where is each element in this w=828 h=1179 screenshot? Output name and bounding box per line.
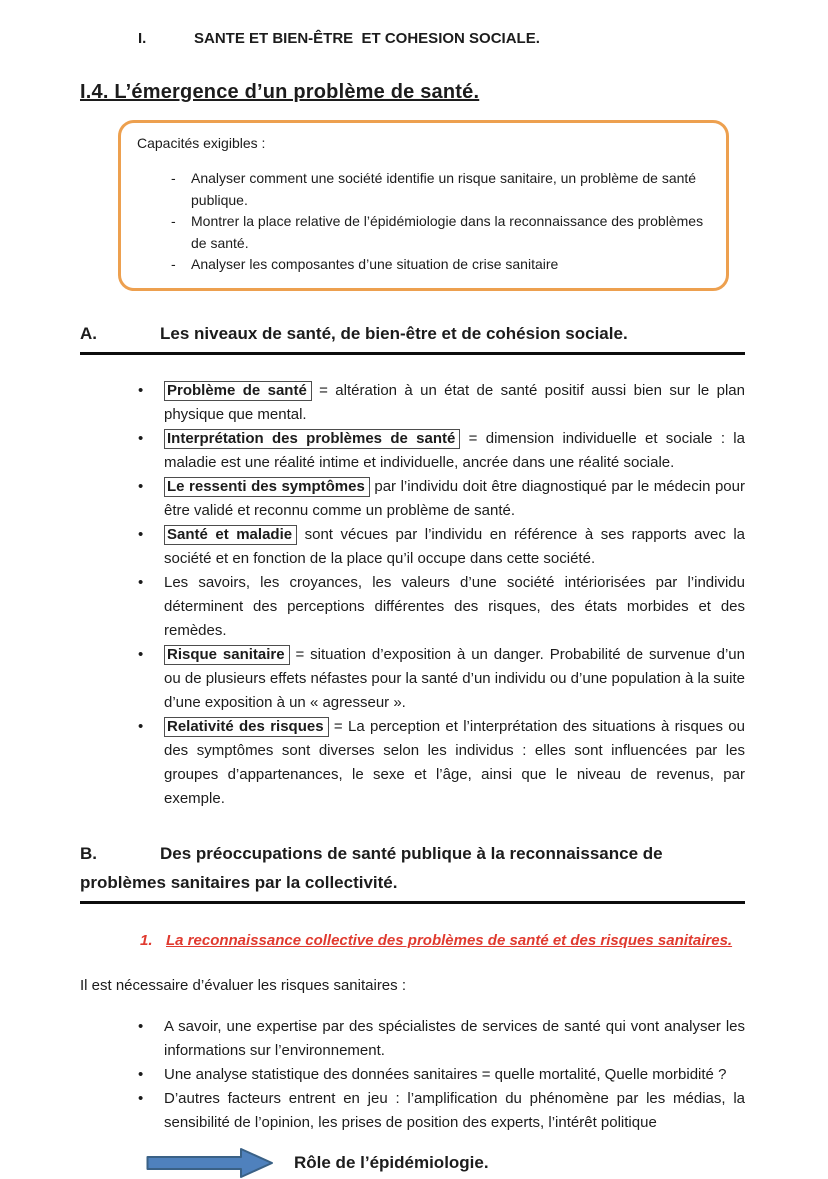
definitions-list bbox=[132, 379, 745, 811]
definition-text: = altération à un état de santé positif aussi bien sur le plan physique que mental. bbox=[164, 381, 745, 423]
sub-heading-text: La reconnaissance collective des problèmes de santé et des risques sanitaires. bbox=[166, 931, 733, 949]
section-a-number: A. bbox=[80, 323, 97, 343]
evaluation-item: • D’autres facteurs entrent en jeu : l’amplification du phénomène par les médias, la sensibilité de l’opinion, les prises de position des experts, l’intérêt politique bbox=[132, 1087, 745, 1135]
evaluation-list bbox=[132, 1015, 745, 1135]
right-arrow-shape bbox=[148, 1149, 273, 1177]
definition-term: Problème de santé bbox=[164, 381, 312, 401]
conclusion-text: Rôle de l’épidémiologie. bbox=[294, 1152, 489, 1172]
definition-item bbox=[132, 475, 745, 523]
title-number: I. bbox=[138, 30, 147, 47]
chapter-subtitle: I.4. L’émergence d’un problème de santé. bbox=[80, 81, 480, 103]
definition-item bbox=[132, 643, 745, 715]
title-text: SANTE ET BIEN-ÊTRE ET COHESION SOCIALE. bbox=[194, 30, 540, 47]
sub-heading-number: 1. bbox=[140, 931, 153, 949]
evaluation-item: • Une analyse statistique des données sanitaires = quelle mortalité, Quelle morbidité ? bbox=[132, 1063, 745, 1087]
definition-item bbox=[132, 427, 745, 475]
definition-text: par l’individu doit être diagnostiqué par le médecin pour être validé et reconnu comme un problème de santé. bbox=[164, 477, 745, 519]
conclusion-row bbox=[146, 1147, 745, 1179]
capacites-heading: Capacités exigibles : bbox=[137, 135, 266, 151]
right-arrow-icon bbox=[146, 1147, 274, 1179]
definition-item bbox=[132, 715, 745, 811]
document-title bbox=[138, 30, 745, 47]
evaluation-item: • A savoir, une expertise par des spécialistes de services de santé qui vont analyser les informations sur l’environnement. bbox=[132, 1015, 745, 1063]
section-a-heading bbox=[80, 319, 745, 355]
definition-text: Les savoirs, les croyances, les valeurs d’une société intériorisées par l’individu déterminent des perceptions différentes des risques, des états morbides et des remèdes. bbox=[164, 573, 745, 639]
section-b-number: B. bbox=[80, 843, 97, 863]
capacites-item: - Montrer la place relative de l’épidémiologie dans la reconnaissance des problèmes de santé. bbox=[165, 211, 710, 254]
capacites-item: - Analyser les composantes d’une situation de crise sanitaire bbox=[165, 254, 710, 276]
definition-term: Interprétation des problèmes de santé bbox=[164, 429, 460, 449]
sub-heading-1 bbox=[140, 932, 745, 949]
intro-paragraph: Il est nécessaire d’évaluer les risques sanitaires : bbox=[80, 976, 406, 994]
definition-text: = La perception et l’interprétation des situations à risques ou des symptômes sont diverses selon les individus : elles sont influencées par les groupes d’appartenances, le sexe et l’âge, ainsi que le niveau de revenus, par exemple. bbox=[164, 717, 745, 807]
definition-term: Risque sanitaire bbox=[164, 645, 290, 665]
definition-term: Relativité des risques bbox=[164, 717, 329, 737]
definition-term: Santé et maladie bbox=[164, 525, 297, 545]
definition-text: = dimension individuelle et sociale : la maladie est une réalité intime et individuelle, ancrée dans une réalité sociale. bbox=[164, 429, 745, 471]
section-b-heading bbox=[80, 839, 745, 904]
definition-text: sont vécues par l’individu en référence à ses rapports avec la société et en fonction de la place qu’il occupe dans cette société. bbox=[164, 525, 746, 567]
section-a-title: Les niveaux de santé, de bien-être et de cohésion sociale. bbox=[160, 323, 628, 343]
capacites-list bbox=[165, 168, 710, 276]
definition-item bbox=[132, 571, 745, 643]
definition-item bbox=[132, 379, 745, 427]
definition-item bbox=[132, 523, 745, 571]
capacites-box bbox=[118, 120, 729, 291]
capacites-item: - Analyser comment une société identifie un risque sanitaire, un problème de santé publique. bbox=[165, 168, 710, 211]
definition-term: Le ressenti des symptômes bbox=[164, 477, 370, 497]
section-b-title: Des préoccupations de santé publique à la reconnaissance de problèmes sanitaires par la collectivité. bbox=[80, 843, 663, 892]
definition-text: = situation d’exposition à un danger. Probabilité de survenue d’un ou de plusieurs effets néfastes pour la santé d’un individu ou d’une population à la suite d’une exposition à un « agresseur ». bbox=[164, 645, 745, 711]
